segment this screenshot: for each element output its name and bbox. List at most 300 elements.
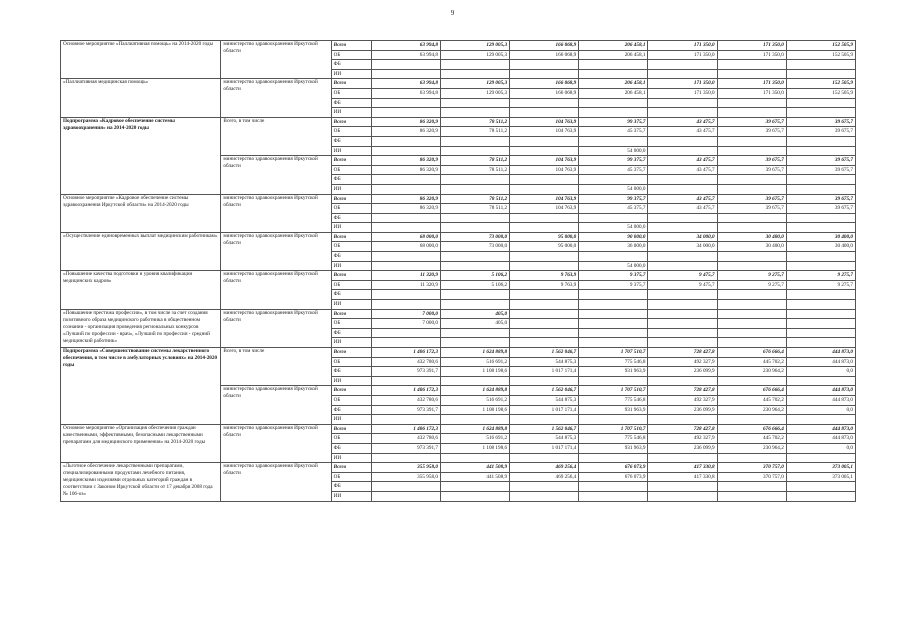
amount-cell: 39 675,7 <box>786 204 855 214</box>
amount-cell <box>440 60 509 70</box>
amount-cell: 728 427,8 <box>648 386 717 396</box>
amount-cell: 86 320,9 <box>371 117 440 127</box>
activity-name: «Паллиативная медицинская помощь» <box>61 79 221 117</box>
amount-cell: 152 505,9 <box>786 50 855 60</box>
funding-source: Всего <box>331 79 371 89</box>
amount-cell: 516 691,2 <box>440 357 509 367</box>
amount-cell <box>579 415 648 425</box>
amount-cell: 39 675,7 <box>717 127 786 137</box>
amount-cell <box>510 261 579 271</box>
amount-cell: 30 400,0 <box>717 232 786 242</box>
amount-cell: 355 958,0 <box>371 472 440 482</box>
amount-cell <box>648 482 717 492</box>
amount-cell <box>579 328 648 338</box>
amount-cell: 39 675,7 <box>786 194 855 204</box>
amount-cell: 516 691,2 <box>440 395 509 405</box>
funding-source: ИИ <box>331 415 371 425</box>
amount-cell <box>717 146 786 156</box>
amount-cell: 445 702,2 <box>717 395 786 405</box>
table-row <box>61 348 856 358</box>
amount-cell: 30 400,0 <box>717 242 786 252</box>
activity-name: «Повышение престижа профессии», в том числе за счет создания позитивного образа медицинского работника в общественном сознании - организация проведения региональных конкурсов «Лучший по профессии - врач», «Лучший по профессии - средний медицинский работник» <box>61 309 221 347</box>
funding-source: ФБ <box>331 367 371 377</box>
amount-cell <box>648 252 717 262</box>
amount-cell <box>510 319 579 329</box>
responsible-executor: министерство здравоохранения Иркутской области <box>221 41 331 79</box>
amount-cell: 728 427,8 <box>648 424 717 434</box>
amount-cell <box>579 213 648 223</box>
amount-cell <box>648 213 717 223</box>
amount-cell: 90 000,0 <box>579 232 648 242</box>
funding-source: ОБ <box>331 319 371 329</box>
amount-cell: 171 350,0 <box>717 79 786 89</box>
amount-cell: 1 562 046,7 <box>510 386 579 396</box>
amount-cell <box>510 415 579 425</box>
amount-cell: 39 675,7 <box>786 156 855 166</box>
amount-cell: 1 707 510,7 <box>579 386 648 396</box>
amount-cell: 417 330,8 <box>648 472 717 482</box>
amount-cell <box>786 491 855 501</box>
amount-cell: 492 327,9 <box>648 434 717 444</box>
amount-cell <box>786 290 855 300</box>
funding-source: Всего <box>331 309 371 319</box>
amount-cell: 444 873,0 <box>786 386 855 396</box>
amount-cell <box>717 108 786 118</box>
amount-cell: 544 875,3 <box>510 434 579 444</box>
amount-cell <box>717 453 786 463</box>
amount-cell: 676 666,4 <box>717 348 786 358</box>
amount-cell: 68 000,0 <box>371 232 440 242</box>
amount-cell: 444 873,0 <box>786 434 855 444</box>
amount-cell: 9 275,7 <box>786 271 855 281</box>
amount-cell: 676 073,9 <box>579 472 648 482</box>
amount-cell: 1 707 510,7 <box>579 424 648 434</box>
amount-cell <box>371 60 440 70</box>
amount-cell <box>440 213 509 223</box>
amount-cell: 166 068,9 <box>510 50 579 60</box>
amount-cell <box>371 146 440 156</box>
funding-source: ФБ <box>331 98 371 108</box>
amount-cell: 45 375,7 <box>579 165 648 175</box>
amount-cell: 54 000,0 <box>579 184 648 194</box>
amount-cell <box>717 136 786 146</box>
responsible-executor: министерство здравоохранения Иркутской области <box>221 386 331 424</box>
amount-cell: 236 099,9 <box>648 405 717 415</box>
amount-cell: 373 005,1 <box>786 472 855 482</box>
amount-cell <box>648 69 717 79</box>
amount-cell: 1 562 046,7 <box>510 348 579 358</box>
amount-cell <box>371 136 440 146</box>
funding-source: ОБ <box>331 242 371 252</box>
amount-cell <box>440 328 509 338</box>
amount-cell <box>440 290 509 300</box>
amount-cell: 86 320,9 <box>371 194 440 204</box>
responsible-executor: министерство здравоохранения Иркутской области <box>221 156 331 194</box>
amount-cell: 775 546,8 <box>579 357 648 367</box>
table-row <box>61 232 856 242</box>
table-row <box>61 271 856 281</box>
amount-cell <box>786 69 855 79</box>
amount-cell <box>786 223 855 233</box>
amount-cell <box>579 491 648 501</box>
funding-source: ОБ <box>331 204 371 214</box>
amount-cell: 1 406 172,3 <box>371 424 440 434</box>
amount-cell <box>648 223 717 233</box>
activity-name: «Льготное обеспечение лекарственными препаратами, специализированными продуктами лечебного питания, медицинскими изделиями отдельных категорий граждан в соответствии с Законом Иркутской области от 17 декабря 2008 года № 106-оз» <box>61 463 221 501</box>
amount-cell <box>510 376 579 386</box>
amount-cell <box>579 175 648 185</box>
amount-cell <box>371 482 440 492</box>
amount-cell: 7 000,0 <box>371 319 440 329</box>
amount-cell: 370 757,0 <box>717 463 786 473</box>
amount-cell: 36 000,0 <box>579 242 648 252</box>
amount-cell <box>371 261 440 271</box>
amount-cell: 516 691,2 <box>440 434 509 444</box>
amount-cell: 417 330,8 <box>648 463 717 473</box>
amount-cell: 230 964,2 <box>717 405 786 415</box>
amount-cell <box>579 69 648 79</box>
amount-cell: 444 873,0 <box>786 395 855 405</box>
amount-cell <box>510 175 579 185</box>
amount-cell <box>371 98 440 108</box>
amount-cell <box>440 223 509 233</box>
amount-cell <box>371 300 440 310</box>
responsible-executor: министерство здравоохранения Иркутской области <box>221 194 331 232</box>
funding-source: ФБ <box>331 328 371 338</box>
funding-source: ИИ <box>331 184 371 194</box>
amount-cell <box>786 309 855 319</box>
amount-cell: 43 475,7 <box>648 204 717 214</box>
funding-source: ОБ <box>331 127 371 137</box>
amount-cell <box>510 453 579 463</box>
amount-cell <box>371 338 440 348</box>
activity-name: «Осуществление единовременных выплат медицинским работникам» <box>61 232 221 270</box>
amount-cell <box>717 98 786 108</box>
amount-cell: 973 391,7 <box>371 443 440 453</box>
funding-source: Всего <box>331 386 371 396</box>
amount-cell: 206 458,1 <box>579 50 648 60</box>
amount-cell: 544 875,3 <box>510 357 579 367</box>
amount-cell: 492 327,9 <box>648 357 717 367</box>
amount-cell <box>510 491 579 501</box>
amount-cell: 1 707 510,7 <box>579 348 648 358</box>
amount-cell <box>440 300 509 310</box>
amount-cell: 104 763,9 <box>510 127 579 137</box>
amount-cell <box>717 338 786 348</box>
amount-cell: 1 108 198,6 <box>440 405 509 415</box>
funding-source: ФБ <box>331 136 371 146</box>
amount-cell: 34 000,0 <box>648 242 717 252</box>
amount-cell: 0,0 <box>786 405 855 415</box>
funding-source: ФБ <box>331 252 371 262</box>
amount-cell <box>786 108 855 118</box>
amount-cell: 1 108 198,6 <box>440 443 509 453</box>
amount-cell: 676 666,4 <box>717 386 786 396</box>
amount-cell <box>371 415 440 425</box>
amount-cell <box>440 69 509 79</box>
funding-source: Всего <box>331 41 371 51</box>
amount-cell <box>440 136 509 146</box>
amount-cell <box>371 453 440 463</box>
amount-cell: 1 017 171,4 <box>510 443 579 453</box>
amount-cell <box>371 252 440 262</box>
amount-cell <box>717 309 786 319</box>
amount-cell <box>510 223 579 233</box>
amount-cell: 206 458,1 <box>579 41 648 51</box>
amount-cell <box>510 252 579 262</box>
amount-cell: 236 099,9 <box>648 367 717 377</box>
amount-cell: 99 375,7 <box>579 194 648 204</box>
amount-cell <box>717 482 786 492</box>
funding-source: Всего <box>331 424 371 434</box>
amount-cell: 166 068,9 <box>510 88 579 98</box>
amount-cell: 230 964,2 <box>717 443 786 453</box>
funding-source: ФБ <box>331 443 371 453</box>
amount-cell: 104 763,9 <box>510 117 579 127</box>
amount-cell <box>648 376 717 386</box>
amount-cell <box>371 491 440 501</box>
amount-cell <box>786 60 855 70</box>
amount-cell: 1 406 172,3 <box>371 386 440 396</box>
amount-cell: 43 475,7 <box>648 156 717 166</box>
amount-cell <box>510 309 579 319</box>
amount-cell <box>786 338 855 348</box>
amount-cell <box>579 453 648 463</box>
amount-cell: 43 475,7 <box>648 194 717 204</box>
amount-cell <box>440 261 509 271</box>
amount-cell: 1 108 198,6 <box>440 367 509 377</box>
amount-cell <box>579 338 648 348</box>
funding-source: Всего <box>331 463 371 473</box>
amount-cell <box>440 108 509 118</box>
table-row <box>61 79 856 89</box>
table-row <box>61 117 856 127</box>
amount-cell <box>510 482 579 492</box>
amount-cell <box>786 328 855 338</box>
amount-cell <box>717 290 786 300</box>
page-number: 9 <box>450 9 455 17</box>
amount-cell: 445 702,2 <box>717 357 786 367</box>
amount-cell <box>440 453 509 463</box>
amount-cell <box>371 223 440 233</box>
amount-cell <box>510 60 579 70</box>
amount-cell: 1 624 889,8 <box>440 348 509 358</box>
amount-cell <box>648 146 717 156</box>
funding-source: ИИ <box>331 453 371 463</box>
amount-cell <box>371 213 440 223</box>
amount-cell <box>440 175 509 185</box>
amount-cell: 78 511,2 <box>440 127 509 137</box>
funding-source: ИИ <box>331 108 371 118</box>
funding-source: Всего <box>331 117 371 127</box>
amount-cell: 171 350,0 <box>717 88 786 98</box>
amount-cell <box>579 290 648 300</box>
amount-cell: 9 375,7 <box>579 280 648 290</box>
amount-cell: 39 675,7 <box>717 117 786 127</box>
amount-cell <box>579 482 648 492</box>
amount-cell <box>579 60 648 70</box>
funding-source: ИИ <box>331 69 371 79</box>
amount-cell: 432 780,6 <box>371 357 440 367</box>
amount-cell: 9 275,7 <box>717 271 786 281</box>
amount-cell: 104 763,9 <box>510 165 579 175</box>
amount-cell <box>510 184 579 194</box>
amount-cell: 86 320,9 <box>371 156 440 166</box>
amount-cell <box>440 184 509 194</box>
amount-cell: 444 873,0 <box>786 348 855 358</box>
amount-cell <box>648 491 717 501</box>
amount-cell: 9 763,9 <box>510 280 579 290</box>
amount-cell: 30 400,0 <box>786 232 855 242</box>
amount-cell <box>717 69 786 79</box>
amount-cell: 5 106,2 <box>440 280 509 290</box>
amount-cell <box>648 136 717 146</box>
amount-cell <box>440 415 509 425</box>
funding-source: ФБ <box>331 405 371 415</box>
amount-cell <box>717 261 786 271</box>
amount-cell: 236 099,9 <box>648 443 717 453</box>
activity-name: Подпрограмма «Кадровое обеспечение системы здравоохранения» на 2014-2020 годы <box>61 117 221 194</box>
amount-cell <box>510 328 579 338</box>
amount-cell <box>510 300 579 310</box>
budget-table-body <box>61 41 856 502</box>
table-row <box>61 309 856 319</box>
amount-cell: 104 763,9 <box>510 204 579 214</box>
funding-source: ИИ <box>331 376 371 386</box>
amount-cell <box>648 290 717 300</box>
amount-cell: 129 005,3 <box>440 50 509 60</box>
amount-cell: 104 763,9 <box>510 156 579 166</box>
amount-cell: 73 000,0 <box>440 232 509 242</box>
amount-cell: 45 375,7 <box>579 204 648 214</box>
funding-source: ОБ <box>331 88 371 98</box>
funding-source: ИИ <box>331 338 371 348</box>
amount-cell: 11 320,9 <box>371 280 440 290</box>
amount-cell: 54 000,0 <box>579 146 648 156</box>
responsible-executor: министерство здравоохранения Иркутской области <box>221 463 331 501</box>
amount-cell <box>440 146 509 156</box>
amount-cell <box>786 146 855 156</box>
amount-cell: 166 068,9 <box>510 79 579 89</box>
amount-cell: 39 675,7 <box>717 204 786 214</box>
amount-cell: 230 964,2 <box>717 367 786 377</box>
amount-cell <box>717 60 786 70</box>
amount-cell: 469 256,4 <box>510 463 579 473</box>
amount-cell: 129 005,3 <box>440 41 509 51</box>
amount-cell <box>648 60 717 70</box>
amount-cell: 171 350,0 <box>648 79 717 89</box>
amount-cell <box>579 319 648 329</box>
amount-cell <box>440 491 509 501</box>
amount-cell: 676 073,9 <box>579 463 648 473</box>
amount-cell: 9 475,7 <box>648 280 717 290</box>
amount-cell <box>510 213 579 223</box>
amount-cell: 171 350,0 <box>648 50 717 60</box>
funding-source: ИИ <box>331 300 371 310</box>
amount-cell <box>371 290 440 300</box>
funding-source: ОБ <box>331 472 371 482</box>
funding-source: ФБ <box>331 290 371 300</box>
amount-cell: 469 256,4 <box>510 472 579 482</box>
amount-cell <box>786 136 855 146</box>
amount-cell <box>786 482 855 492</box>
funding-source: ОБ <box>331 50 371 60</box>
amount-cell: 1 017 171,4 <box>510 367 579 377</box>
amount-cell <box>786 415 855 425</box>
amount-cell: 39 675,7 <box>786 117 855 127</box>
amount-cell: 78 511,2 <box>440 204 509 214</box>
funding-source: ФБ <box>331 175 371 185</box>
amount-cell: 0,0 <box>786 443 855 453</box>
responsible-executor: министерство здравоохранения Иркутской области <box>221 79 331 117</box>
amount-cell: 171 350,0 <box>717 41 786 51</box>
amount-cell: 931 963,9 <box>579 367 648 377</box>
amount-cell: 0,0 <box>786 367 855 377</box>
amount-cell: 9 275,7 <box>786 280 855 290</box>
amount-cell <box>786 184 855 194</box>
activity-name: Основное мероприятие «Организация обеспечения граждан качественными, эффективными, безопасными лекарственными препаратами для медицинского применения» на 2014-2020 годы <box>61 424 221 462</box>
funding-source: ФБ <box>331 213 371 223</box>
table-row <box>61 194 856 204</box>
amount-cell: 432 780,6 <box>371 395 440 405</box>
amount-cell: 63 994,8 <box>371 88 440 98</box>
amount-cell: 370 757,0 <box>717 472 786 482</box>
amount-cell <box>440 338 509 348</box>
amount-cell <box>648 319 717 329</box>
amount-cell <box>717 328 786 338</box>
amount-cell: 9 275,7 <box>717 280 786 290</box>
amount-cell: 86 320,9 <box>371 204 440 214</box>
funding-source: ФБ <box>331 482 371 492</box>
amount-cell <box>717 223 786 233</box>
amount-cell: 544 875,3 <box>510 395 579 405</box>
amount-cell: 43 475,7 <box>648 165 717 175</box>
activity-name: Основное мероприятие «Паллиативная помощь» на 2014-2020 годы <box>61 41 221 79</box>
amount-cell: 445 702,2 <box>717 434 786 444</box>
budget-table <box>60 40 856 502</box>
funding-source: ОБ <box>331 280 371 290</box>
amount-cell <box>717 415 786 425</box>
table-row <box>61 463 856 473</box>
amount-cell <box>579 108 648 118</box>
amount-cell: 45 375,7 <box>579 127 648 137</box>
funding-source: ОБ <box>331 165 371 175</box>
amount-cell: 78 511,2 <box>440 165 509 175</box>
amount-cell <box>371 328 440 338</box>
amount-cell: 34 000,0 <box>648 232 717 242</box>
responsible-executor: Всего, в том числе <box>221 348 331 386</box>
amount-cell <box>579 136 648 146</box>
responsible-executor: Всего, в том числе <box>221 117 331 155</box>
amount-cell: 86 320,9 <box>371 127 440 137</box>
amount-cell: 129 005,3 <box>440 88 509 98</box>
amount-cell <box>717 300 786 310</box>
amount-cell <box>371 175 440 185</box>
amount-cell <box>786 300 855 310</box>
amount-cell: 1 624 889,8 <box>440 424 509 434</box>
table-row <box>61 424 856 434</box>
amount-cell: 171 350,0 <box>648 88 717 98</box>
responsible-executor: министерство здравоохранения Иркутской области <box>221 424 331 462</box>
amount-cell: 492 327,9 <box>648 395 717 405</box>
amount-cell: 99 375,7 <box>579 117 648 127</box>
funding-source: ОБ <box>331 357 371 367</box>
amount-cell: 432 780,6 <box>371 434 440 444</box>
amount-cell <box>579 376 648 386</box>
amount-cell: 95 000,0 <box>510 242 579 252</box>
amount-cell: 99 375,7 <box>579 156 648 166</box>
funding-source: ФБ <box>331 60 371 70</box>
